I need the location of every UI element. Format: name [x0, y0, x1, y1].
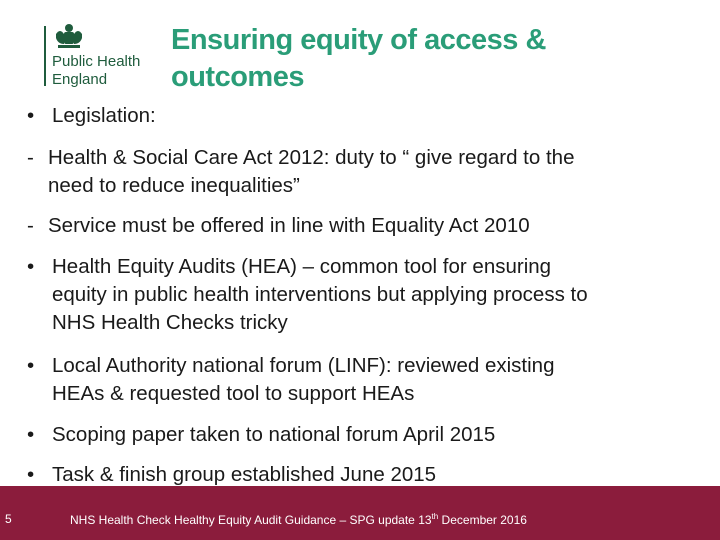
footer-text	[70, 512, 527, 527]
title-line-2: outcomes	[171, 61, 304, 93]
footer-superscript: th	[431, 512, 439, 521]
footer-bar	[0, 486, 720, 540]
dash-marker: -	[27, 214, 34, 237]
bullet-marker: •	[27, 354, 35, 377]
list-item-text: Health & Social Care Act 2012: duty to “ give regard to the need to reduce inequalities”	[48, 146, 575, 197]
dash-marker: -	[27, 146, 34, 169]
logo-line-2: England	[52, 71, 108, 88]
footer-text-end: December 2016	[438, 513, 527, 527]
logo-line-1: Public Health	[52, 53, 141, 70]
list-item-text: Scoping paper taken to national forum April 2015	[52, 423, 496, 446]
title-line-1: Ensuring equity of access &	[171, 24, 546, 56]
bullet-marker: •	[27, 463, 35, 486]
list-item-text: Legislation:	[52, 104, 156, 127]
bullet-marker: •	[27, 104, 35, 127]
page-number: 5	[5, 512, 12, 526]
list-item-text: Health Equity Audits (HEA) – common tool for ensuring equity in public health interventions but applying process to NHS Health Checks tricky	[52, 255, 588, 334]
list-item-text: Local Authority national forum (LINF): reviewed existing HEAs & requested tool to support HEAs	[52, 354, 555, 405]
bullet-marker: •	[27, 255, 35, 278]
footer-text-main: NHS Health Check Healthy Equity Audit Guidance – SPG update 13	[70, 513, 432, 527]
list-item-text: Task & finish group established June 2015	[52, 463, 437, 486]
list-item-text: Service must be offered in line with Equality Act 2010	[48, 214, 530, 237]
bullet-marker: •	[27, 423, 35, 446]
